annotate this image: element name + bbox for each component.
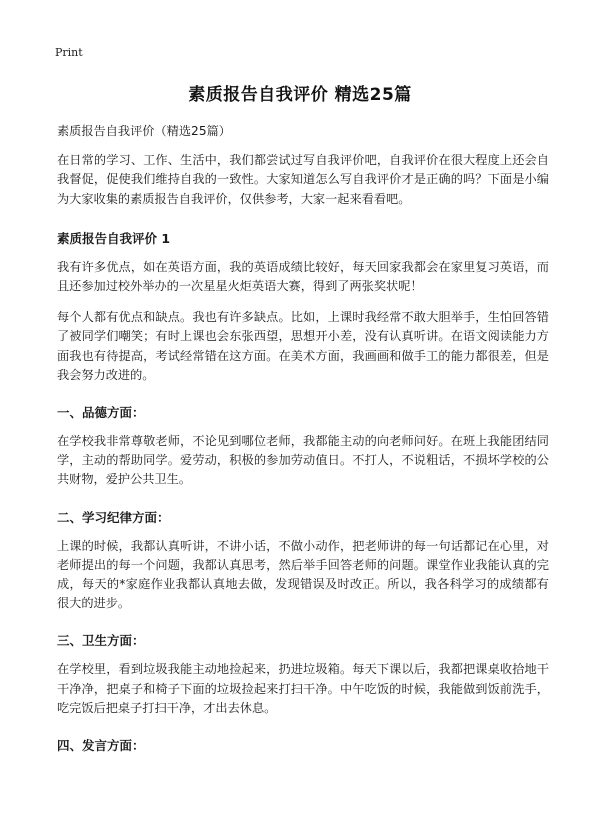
discipline-heading: 二、学习纪律方面： <box>57 509 170 525</box>
document-subtitle: 素质报告自我评价（精选25篇） <box>57 124 231 138</box>
morality-heading: 一、品德方面： <box>57 405 145 421</box>
section1-paragraph-1: 我有许多优点，如在英语方面，我的英语成绩比较好，每天回家我都会在家里复习英语，而且还参加过校外举办的一次星星火炬英语大赛，得到了两张奖状呢！ <box>57 259 549 294</box>
page-title: 素质报告自我评价 精选25篇 <box>188 85 412 105</box>
hygiene-heading: 三、卫生方面： <box>57 633 145 649</box>
intro-paragraph: 在日常的学习、工作、生活中，我们都尝试过写自我评价吧，自我评价在很大程度上还会自我督促，促使我们维持自我的一致性。大家知道怎么写自我评价才是正确的吗？下面是小编为大家收集的素质报告自我评价，仅供参考，大家一起来看看吧。 <box>57 153 549 206</box>
speech-heading: 四、发言方面： <box>57 738 145 754</box>
print-label: Print <box>55 46 83 59</box>
hygiene-paragraph: 在学校里，看到垃圾我能主动地捡起来，扔进垃圾箱。每天下课以后，我都把课桌收拾地干干净净，把桌子和椅子下面的垃圾捡起来打扫干净。中午吃饭的时候，我能做到饭前洗手，吃完饭后把桌子打扫干净，才出去休息。 <box>57 662 549 715</box>
section1-paragraph-2: 每个人都有优点和缺点。我也有许多缺点。比如，上课时我经常不敢大胆举手，生怕回答错了被同学们嘲笑；有时上课也会东张西望，思想开小差，没有认真听讲。在语文阅读能力方面我也有待提高，考试经常错在这方面。在美术方面，我画画和做手工的能力都很差，但是我会努力改进的。 <box>57 310 549 382</box>
document-body <box>57 122 549 765</box>
morality-paragraph: 在学校我非常尊敬老师，不论见到哪位老师，我都能主动的向老师问好。在班上我能团结同学，主动的帮助同学。爱劳动，积极的参加劳动值日。不打人，不说粗话，不损坏学校的公共财物，爱护公共卫生。 <box>57 434 549 487</box>
section-heading-1: 素质报告自我评价 1 <box>57 230 171 246</box>
discipline-paragraph: 上课的时候，我都认真听讲，不讲小话，不做小动作，把老师讲的每一句话都记在心里，对老师提出的每一个问题，我都认真思考，然后举手回答老师的问题。课堂作业我能认真的完成，每天的*家庭作业我都认真地去做，发现错误及时改正。所以，我各科学习的成绩都有很大的进步。 <box>57 538 549 611</box>
